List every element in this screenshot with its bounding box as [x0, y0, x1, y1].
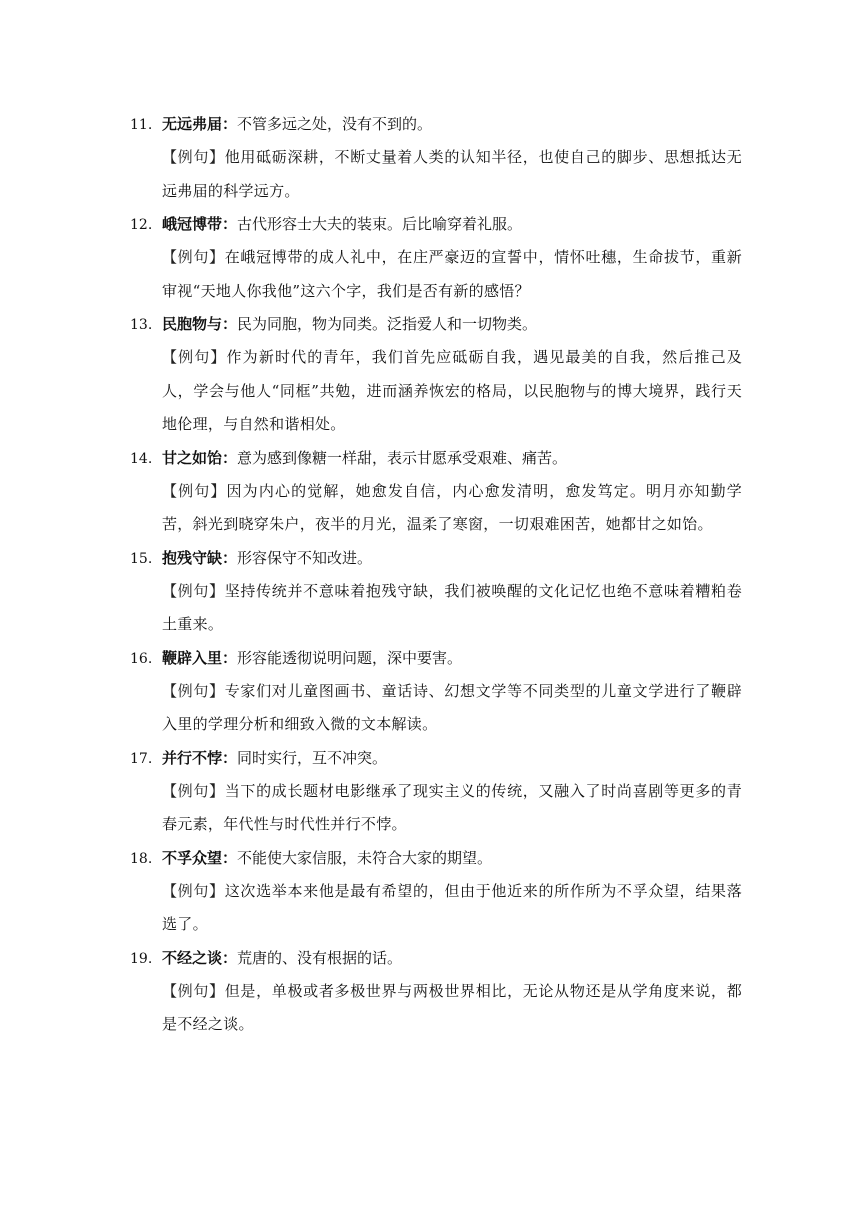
- idiom-heading: [130, 642, 742, 675]
- idiom-heading: [130, 208, 742, 241]
- idiom-entry: [130, 642, 742, 742]
- term-colon: ：: [222, 948, 238, 967]
- idiom-definition: 形容能透彻说明问题，深中要害。: [237, 648, 463, 667]
- idiom-heading: [130, 542, 742, 575]
- term-colon: ：: [222, 448, 238, 467]
- idiom-heading: [130, 442, 742, 475]
- idiom-heading: [130, 942, 742, 975]
- idiom-heading: [130, 742, 742, 775]
- example-sentence: [162, 875, 742, 942]
- example-text: 因为内心的觉解，她愈发自信，内心愈发清明，愈发笃定。明月亦知勤学苦，斜光到晓穿朱户，夜半的月光，温柔了寒窗，一切艰难困苦，她都甘之如饴。: [162, 481, 743, 533]
- idiom-definition: 形容保守不知改进。: [237, 548, 373, 567]
- idiom-heading: [130, 842, 742, 875]
- example-label: 【例句】: [162, 481, 227, 500]
- idiom-entry: [130, 842, 742, 942]
- idiom-definition: 民为同胞，物为同类。泛指爱人和一切物类。: [237, 315, 538, 333]
- idiom-definition: 古代形容士大夫的装束。后比喻穿着礼服。: [237, 215, 523, 233]
- example-label: 【例句】: [162, 681, 225, 700]
- example-text: 他用砥砺深耕，不断丈量着人类的认知半径，也使自己的脚步、思想抵达无远弗届的科学远方。: [162, 148, 743, 200]
- term-colon: ：: [222, 848, 238, 867]
- example-sentence: [162, 475, 742, 542]
- idiom-term: 甘之如饴: [162, 448, 223, 467]
- idiom-term: 峨冠博带: [162, 215, 223, 233]
- idiom-definition: 不能使大家信服，未符合大家的期望。: [237, 848, 493, 867]
- example-sentence: [162, 575, 742, 642]
- idiom-entry: [130, 442, 742, 542]
- example-sentence: [162, 141, 742, 208]
- idiom-entry: [130, 308, 742, 442]
- example-text: 但是，单极或者多极世界与两极世界相比，无论从物还是从学角度来说，都是不经之谈。: [162, 981, 743, 1033]
- idiom-list: [130, 108, 742, 1042]
- idiom-heading: [130, 108, 742, 141]
- idiom-heading: [130, 308, 742, 341]
- example-label: 【例句】: [162, 781, 225, 800]
- idiom-definition: 荒唐的、没有根据的话。: [237, 948, 403, 967]
- example-sentence: [162, 775, 742, 842]
- example-label: 【例句】: [162, 881, 225, 900]
- idiom-entry: [130, 542, 742, 642]
- example-sentence: [162, 975, 742, 1042]
- example-text: 专家们对儿童图画书、童话诗、幻想文学等不同类型的儿童文学进行了鞭辟入里的学理分析和细致入微的文本解读。: [162, 681, 743, 733]
- term-colon: ：: [222, 748, 238, 767]
- example-text: 坚持传统并不意味着抱残守缺，我们被唤醒的文化记忆也绝不意味着糟粕卷土重来。: [162, 581, 743, 633]
- entry-number: 16.: [130, 650, 153, 667]
- idiom-term: 民胞物与: [162, 315, 223, 333]
- idiom-entry: [130, 942, 742, 1042]
- entry-number: 11.: [130, 117, 153, 133]
- idiom-definition: 不管多远之处，没有不到的。: [237, 115, 433, 133]
- term-colon: ：: [222, 115, 238, 133]
- entry-number: 13.: [130, 317, 153, 333]
- example-label: 【例句】: [162, 148, 225, 166]
- example-label: 【例句】: [162, 248, 225, 266]
- example-sentence: [162, 341, 742, 442]
- entry-number: 19.: [130, 950, 153, 967]
- example-text: 这次选举本来他是最有希望的，但由于他近来的所作所为不孚众望，结果落选了。: [162, 881, 743, 933]
- term-colon: ：: [222, 315, 238, 333]
- term-colon: ：: [222, 215, 238, 233]
- example-text: 在峨冠博带的成人礼中，在庄严豪迈的宣誓中，情怀吐穗，生命拔节，重新审视“天地人你我他”这六个字，我们是否有新的感悟？: [162, 248, 743, 300]
- entry-number: 17.: [130, 750, 153, 767]
- example-label: 【例句】: [162, 981, 225, 1000]
- term-colon: ：: [222, 648, 238, 667]
- entry-number: 18.: [130, 850, 153, 867]
- idiom-term: 不孚众望: [162, 848, 223, 867]
- idiom-entry: [130, 742, 742, 842]
- example-text: 当下的成长题材电影继承了现实主义的传统，又融入了时尚喜剧等更多的青春元素，年代性与时代性并行不悖。: [162, 781, 743, 833]
- example-sentence: [162, 675, 742, 742]
- example-label: 【例句】: [162, 348, 227, 366]
- idiom-term: 无远弗届: [162, 115, 223, 133]
- idiom-term: 抱残守缺: [162, 548, 223, 567]
- idiom-entry: [130, 208, 742, 308]
- entry-number: 14.: [130, 450, 153, 467]
- entry-number: 12.: [130, 217, 153, 233]
- idiom-term: 鞭辟入里: [162, 648, 223, 667]
- example-sentence: [162, 241, 742, 308]
- example-text: 作为新时代的青年，我们首先应砥砺自我，遇见最美的自我，然后推己及人，学会与他人“同框”共勉，进而涵养恢宏的格局，以民胞物与的博大境界，践行天地伦理，与自然和谐相处。: [162, 348, 743, 433]
- idiom-entry: [130, 108, 742, 208]
- idiom-term: 不经之谈: [162, 948, 223, 967]
- idiom-definition: 同时实行，互不冲突。: [237, 748, 388, 767]
- idiom-definition: 意为感到像糖一样甜，表示甘愿承受艰难、痛苦。: [237, 448, 568, 467]
- term-colon: ：: [222, 548, 238, 567]
- entry-number: 15.: [130, 550, 153, 567]
- idiom-term: 并行不悖: [162, 748, 223, 767]
- example-label: 【例句】: [162, 581, 225, 600]
